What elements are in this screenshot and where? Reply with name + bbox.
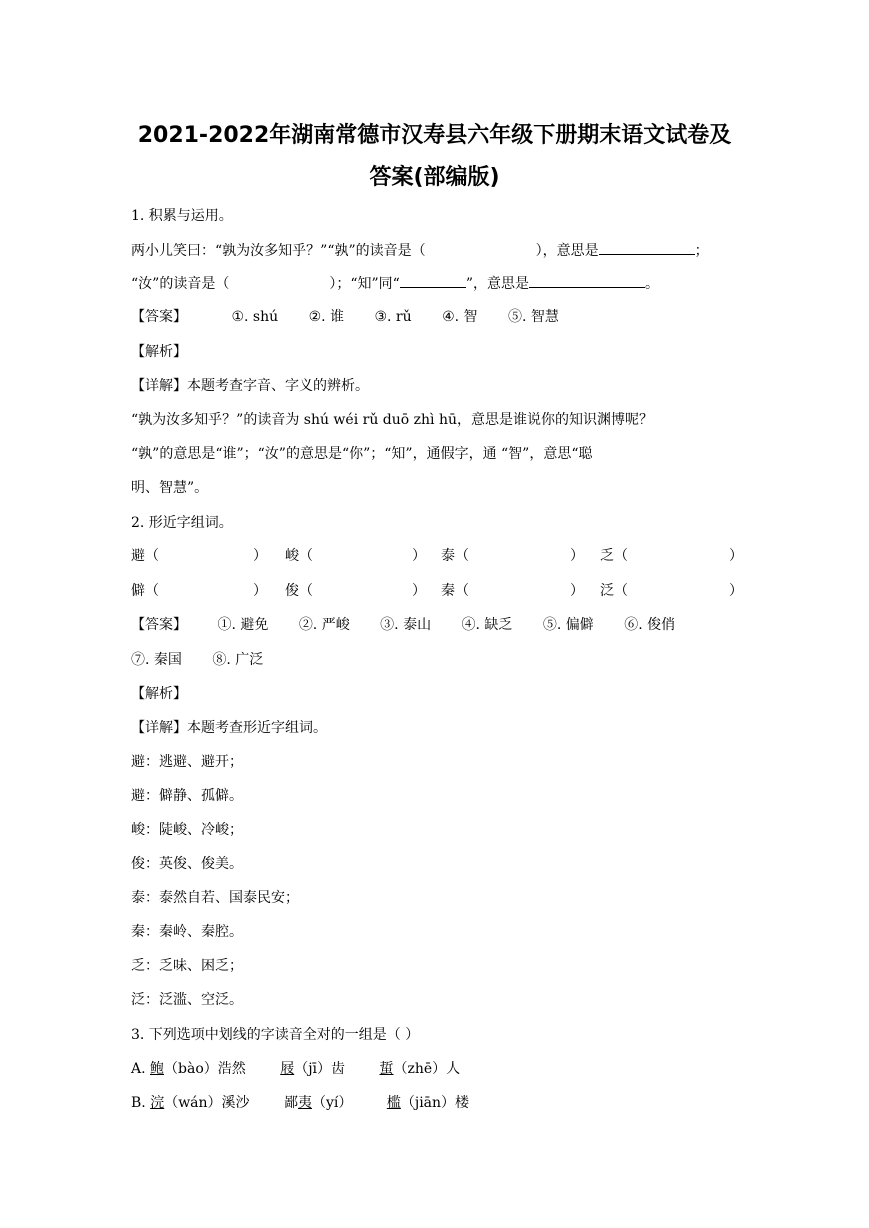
question-2-heading: 2. 形近字组词。 bbox=[131, 515, 233, 531]
q2-row-1-cell: ） bbox=[253, 548, 267, 564]
question-1-answer bbox=[131, 306, 585, 326]
q2-row-1-cell: ） bbox=[570, 548, 584, 564]
option-text: （jiān）楼 bbox=[400, 1095, 470, 1111]
question-1-detail-line: 明、智慧”。 bbox=[131, 480, 209, 496]
page-title-line-1: 2021-2022年湖南常德市汉寿县六年级下册期末语文试卷及 bbox=[137, 123, 732, 148]
question-2-analysis: 【解析】 bbox=[131, 686, 187, 702]
underlined-char: 夷 bbox=[298, 1095, 313, 1111]
answer-label: 【答案】 bbox=[131, 309, 187, 325]
question-1-detail-line: “孰”的意思是“谁”；“汝”的意思是“你”；“知”，通假字，通 “智”，意思“聪 bbox=[131, 446, 593, 462]
option-text: （wán）溪沙 bbox=[164, 1095, 250, 1111]
question-2-detail-line: 秦：秦岭、秦腔。 bbox=[131, 924, 243, 940]
answer-item: ①. shú bbox=[231, 309, 279, 325]
q2-row-2-cell: ） bbox=[570, 583, 584, 599]
question-3-option-a bbox=[131, 1058, 460, 1078]
q2-row-1-cell: 峻（ bbox=[285, 548, 313, 564]
q2-row-1-cell: ） bbox=[412, 548, 426, 564]
answer-item: ⑧. 广泛 bbox=[212, 652, 264, 668]
option-text: （jī）齿 bbox=[294, 1061, 346, 1077]
q1-text: ），意思是 bbox=[535, 243, 599, 259]
question-1-heading: 1. 积累与运用。 bbox=[131, 208, 233, 224]
question-3-heading: 3. 下列选项中划线的字读音全对的一组是（ ） bbox=[131, 1027, 420, 1043]
underlined-char: 浣 bbox=[150, 1095, 165, 1111]
question-1-line-2 bbox=[131, 273, 659, 293]
answer-item: ③. 泰山 bbox=[380, 617, 432, 633]
question-2-detail-line: 俊：英俊、俊美。 bbox=[131, 856, 243, 872]
q2-row-2-cell: 俊（ bbox=[285, 583, 313, 599]
q2-row-1-cell: 乏（ bbox=[600, 548, 628, 564]
question-2-detail-line: 乏：乏味、困乏； bbox=[131, 958, 243, 974]
option-text: （bào）浩然 bbox=[164, 1061, 246, 1077]
q1-text: ”，意思是 bbox=[465, 276, 529, 292]
answer-blank bbox=[599, 240, 695, 255]
q1-text: 。 bbox=[644, 276, 659, 292]
underlined-char: 槛 bbox=[386, 1095, 401, 1111]
question-2-detail-line: 避：逃避、避开； bbox=[131, 754, 243, 770]
q1-text: “汝”的读音是（ bbox=[131, 276, 230, 292]
answer-label: 【答案】 bbox=[131, 617, 187, 633]
q2-row-2-cell: 僻（ bbox=[131, 583, 159, 599]
underlined-char: 鲍 bbox=[150, 1061, 165, 1077]
question-1-line-1 bbox=[131, 240, 709, 260]
answer-item: ④. 缺乏 bbox=[461, 617, 513, 633]
q2-row-2-cell: ） bbox=[412, 583, 426, 599]
answer-item: ⑦. 秦国 bbox=[131, 652, 182, 668]
question-2-detail-line: 泛：泛滥、空泛。 bbox=[131, 992, 243, 1008]
underlined-char: 蜇 bbox=[379, 1061, 394, 1077]
question-2-detail-line: 泰：泰然自若、国泰民安； bbox=[131, 890, 299, 906]
answer-item: ⑥. 俊俏 bbox=[624, 617, 676, 633]
answer-item: ②. 谁 bbox=[308, 309, 345, 325]
question-2-detail-line: 峻：陡峻、冷峻； bbox=[131, 822, 243, 838]
q2-row-1-cell: 泰（ bbox=[441, 548, 469, 564]
answer-item: ②. 严峻 bbox=[298, 617, 350, 633]
q2-row-2-cell: 秦（ bbox=[441, 583, 469, 599]
question-2-detail-line: 避：僻静、孤僻。 bbox=[131, 788, 243, 804]
q2-row-2-cell: ） bbox=[253, 583, 267, 599]
option-text: （yí） bbox=[312, 1095, 353, 1111]
answer-item: ④. 智 bbox=[442, 309, 478, 325]
answer-item: ⑤. 智慧 bbox=[508, 309, 559, 325]
question-2-answer-cont bbox=[131, 649, 263, 669]
question-1-detail: 【详解】本题考查字音、字义的辨析。 bbox=[131, 378, 369, 394]
page-title-line-2: 答案(部编版) bbox=[369, 165, 500, 190]
q1-text: ）；“知”同“ bbox=[329, 276, 400, 292]
answer-item: ⑤. 偏僻 bbox=[542, 617, 594, 633]
q1-text: ； bbox=[694, 243, 709, 259]
q2-row-1-cell: ） bbox=[729, 548, 743, 564]
q1-text: 两小儿笑曰：“孰为汝多知乎？”“孰”的读音是（ bbox=[131, 243, 426, 259]
q2-row-2-cell: 泛（ bbox=[600, 583, 628, 599]
question-2-answer bbox=[131, 614, 675, 634]
answer-blank bbox=[400, 273, 466, 288]
option-text: （zhē）人 bbox=[393, 1061, 461, 1077]
option-text: 鄙 bbox=[284, 1095, 299, 1111]
question-1-analysis: 【解析】 bbox=[131, 344, 187, 360]
underlined-char: 屐 bbox=[280, 1061, 295, 1077]
answer-item: ①. 避免 bbox=[217, 617, 269, 633]
option-label: B. bbox=[131, 1095, 151, 1111]
option-label: A. bbox=[131, 1061, 151, 1077]
question-3-option-b bbox=[131, 1092, 469, 1112]
q2-row-2-cell: ） bbox=[729, 583, 743, 599]
answer-item: ③. rǔ bbox=[374, 309, 412, 325]
q2-row-1-cell: 避（ bbox=[131, 548, 159, 564]
question-1-detail-line: “孰为汝多知乎？”的读音为 shú wéi rǔ duō zhì hū，意思是谁说你的知识渊博呢？ bbox=[131, 412, 653, 428]
answer-blank bbox=[529, 273, 645, 288]
question-2-detail: 【详解】本题考查形近字组词。 bbox=[131, 720, 327, 736]
